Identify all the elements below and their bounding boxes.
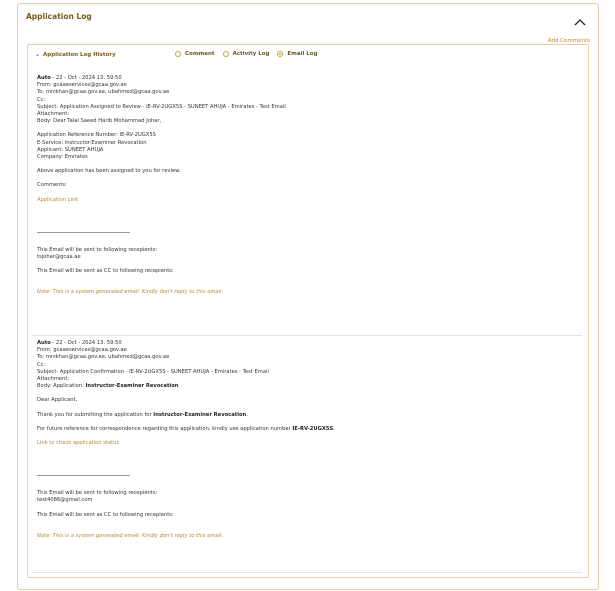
email-body-greeting: Body: Dear Talal Saeed Harib Mohammad Johar, [37,118,162,125]
radio-button-selected[interactable] [277,51,283,57]
filter-activity-log[interactable] [223,51,270,57]
cc-recipients-label: This Email will be sent as CC to following recepients: [37,511,174,518]
add-comments-link[interactable]: Add Comments [547,38,590,44]
email-body-service: Instructor-Examiner Revocation [85,383,179,390]
email-to: To: mnikhan@gcaa.gov.ae, ubahmed@gcaa.gov.ae [37,354,170,361]
status-link[interactable]: Link to check application status [37,440,120,447]
email-author: Auto [37,75,51,81]
application-log-history-section [27,44,589,578]
email-log-entry [37,340,577,540]
email-from: From: gcaaeservices@gcaa.gov.ae [37,82,127,89]
email-body-prefix: Body: Application: [37,383,86,390]
email-author: Auto [37,340,51,346]
email-attachment: Attachment: [37,376,70,383]
email-service: E-Service: Instructor-Examiner Revocation [37,139,147,146]
email-divider [32,335,582,336]
log-filter [175,51,318,57]
email-divider [32,572,582,573]
email-reference-suffix: . [333,425,335,432]
system-note: Note: This is a system generated email. Kindly don't reply to this email. [37,532,224,539]
panel-title: Application Log [26,12,92,21]
email-applicant: Applicant: SUNEET AHUJA [37,146,104,153]
filter-comment[interactable] [175,51,215,57]
email-message: Above application has been assigned to you for review. [37,168,181,175]
recipients-value: test4086@gmail.com [37,497,93,504]
filter-label: Comment [185,51,215,57]
email-cc: Cc: [37,361,46,368]
recipients-label: This Email will be sent to following recepients: [37,490,158,497]
chevron-up-icon[interactable] [574,12,586,22]
filter-label: Email Log [287,51,318,57]
email-from: From: gcaaeservices@gcaa.gov.ae [37,347,127,354]
email-reference: Application Reference Number: IE-RV-2UGX5S [37,132,156,139]
email-to: To: mnikhan@gcaa.gov.ae, ubahmed@gcaa.gov.ae [37,89,170,96]
email-date: - 22 - Oct - 2024 13: 59:50 [50,340,122,346]
history-toggle[interactable] [35,51,116,58]
email-subject: Subject: Application Assigned to Review - IE-RV-2UGX5S - SUNEET AHUJA - Emirates - Test Email [37,103,286,110]
email-attachment: Attachment: [37,111,70,118]
filter-email-log[interactable] [277,51,317,57]
application-log-panel [17,3,599,590]
email-thanks-service: Instructor-Examiner Revocation [153,411,247,418]
email-date: - 22 - Oct - 2024 13: 59:50 [50,75,122,81]
email-company: Company: Emirates [37,154,88,161]
email-thanks-text: Thank you for submitting the application for [37,411,154,418]
filter-label: Activity Log [232,51,270,57]
email-subject: Subject: Application Confirmation - IE-RV-2UGX5S - SUNEET AHUJA - Emirates - Test Email [37,368,269,375]
email-comments: Comments: [37,182,67,189]
email-log-entry [37,75,577,297]
email-greeting: Dear Applicant, [37,397,78,404]
email-thanks-suffix: . [246,411,248,418]
email-cc: Cc: [37,96,46,103]
system-note: Note: This is a system generated email. Kindly don't reply to this email. [37,289,224,296]
radio-button[interactable] [175,51,181,57]
cc-recipients-label: This Email will be sent as CC to following recepients: [37,268,174,275]
radio-button[interactable] [223,51,229,57]
recipients-value: tsjohar@gcaa.ae [37,254,81,261]
email-reference-number: IE-RV-2UGX5S [292,425,334,432]
email-reference-text: For future reference for correspondence regarding this application, kindly use application number [37,425,293,432]
chevron-down-icon: ⌄ [35,51,41,58]
recipients-label: This Email will be sent to following recepients: [37,246,158,253]
application-link[interactable]: Application Link [37,196,79,203]
history-title: Application Log History [43,52,116,58]
